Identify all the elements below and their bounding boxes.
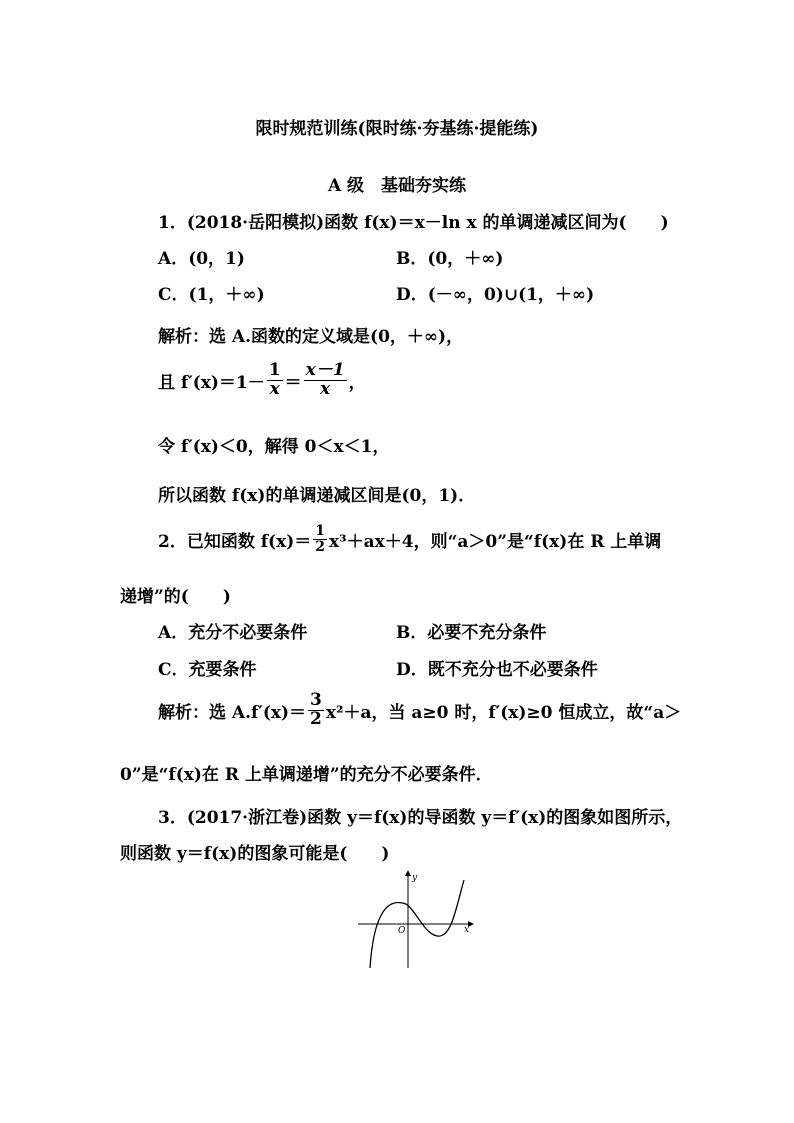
q2-analysis-fraction <box>308 692 324 729</box>
q3-stem-line2: 则函数 y＝f(x)的图象可能是( ) <box>120 844 390 864</box>
q1-fraction-one-over-x <box>267 362 283 399</box>
page-title: 限时规范训练(限时练·夯基练·提能练) <box>255 119 539 139</box>
q3-stem-line1: 3．(2017·浙江卷)函数 y＝f(x)的导函数 y＝f′(x)的图象如图所示， <box>158 808 683 828</box>
q1-frac2-numerator: x－1 <box>305 360 345 380</box>
q1-stem: 1．(2018·岳阳模拟)函数 f(x)＝x－ln x 的单调递减区间为( ) <box>158 213 669 233</box>
y-axis-arrow <box>405 870 411 876</box>
q2-stem-fraction <box>313 524 327 554</box>
q2-stem-line1 <box>158 524 661 554</box>
q1-analysis-line2 <box>158 362 366 399</box>
q2-analysis-line2: 0”是“f(x)在 R 上单调递增”的充分不必要条件． <box>120 765 493 785</box>
q2-analysis-prefix: 解析：选 A.f′(x)＝ <box>158 702 307 723</box>
q2-analysis-line1 <box>158 692 681 729</box>
q1-analysis-line2-equals: ＝ <box>284 372 302 393</box>
q2-option-d: D．既不充分也不必要条件 <box>396 660 598 680</box>
q2-option-a: A．充分不必要条件 <box>158 623 308 643</box>
q1-analysis-line1: 解析：选 A.函数的定义域是(0，＋∞)， <box>158 327 464 347</box>
q2-analysis-frac-numerator: 3 <box>310 690 322 710</box>
origin-label: O <box>398 926 406 936</box>
q1-analysis-line2-suffix: ， <box>348 372 366 393</box>
q1-option-d: D．(－∞，0)∪(1，＋∞) <box>396 285 595 305</box>
q2-option-b: B．必要不充分条件 <box>396 623 547 643</box>
section-heading: A 级 基础夯实练 <box>327 176 467 196</box>
q1-frac1-numerator: 1 <box>268 360 281 380</box>
q1-option-a: A．(0，1) <box>158 249 245 269</box>
q1-analysis-line4: 所以函数 f(x)的单调递减区间是(0，1)． <box>158 486 476 506</box>
y-axis-label: y <box>412 873 418 883</box>
q1-analysis-line2-prefix: 且 f′(x)＝1－ <box>158 372 265 393</box>
q1-option-c: C．(1，＋∞) <box>158 285 265 305</box>
q1-analysis-line3: 令 f′(x)＜0，解得 0＜x＜1， <box>158 437 390 457</box>
q2-stem-suffix: x³＋ax＋4，则“a＞0”是“f(x)在 R 上单调 <box>329 531 662 552</box>
q2-stem-prefix: 2．已知函数 f(x)＝ <box>158 531 312 552</box>
q1-option-b: B．(0，＋∞) <box>396 249 504 269</box>
x-axis-label: x <box>464 925 470 935</box>
q2-option-c: C．充要条件 <box>158 660 257 680</box>
q1-frac2-denominator: x <box>320 378 331 399</box>
q2-analysis-frac-denominator: 2 <box>310 708 322 729</box>
q1-frac1-denominator: x <box>269 378 280 399</box>
q2-analysis-suffix: x²＋a，当 a≥0 时，f′(x)≥0 恒成立，故“a＞ <box>325 702 682 723</box>
q2-stem-line2: 递增”的( ) <box>120 587 231 607</box>
q2-stem-frac-denominator: 2 <box>315 538 326 555</box>
derivative-graph-figure <box>356 868 476 972</box>
q1-fraction-x-minus-1-over-x <box>304 362 347 399</box>
q2-stem-frac-numerator: 1 <box>315 523 326 539</box>
